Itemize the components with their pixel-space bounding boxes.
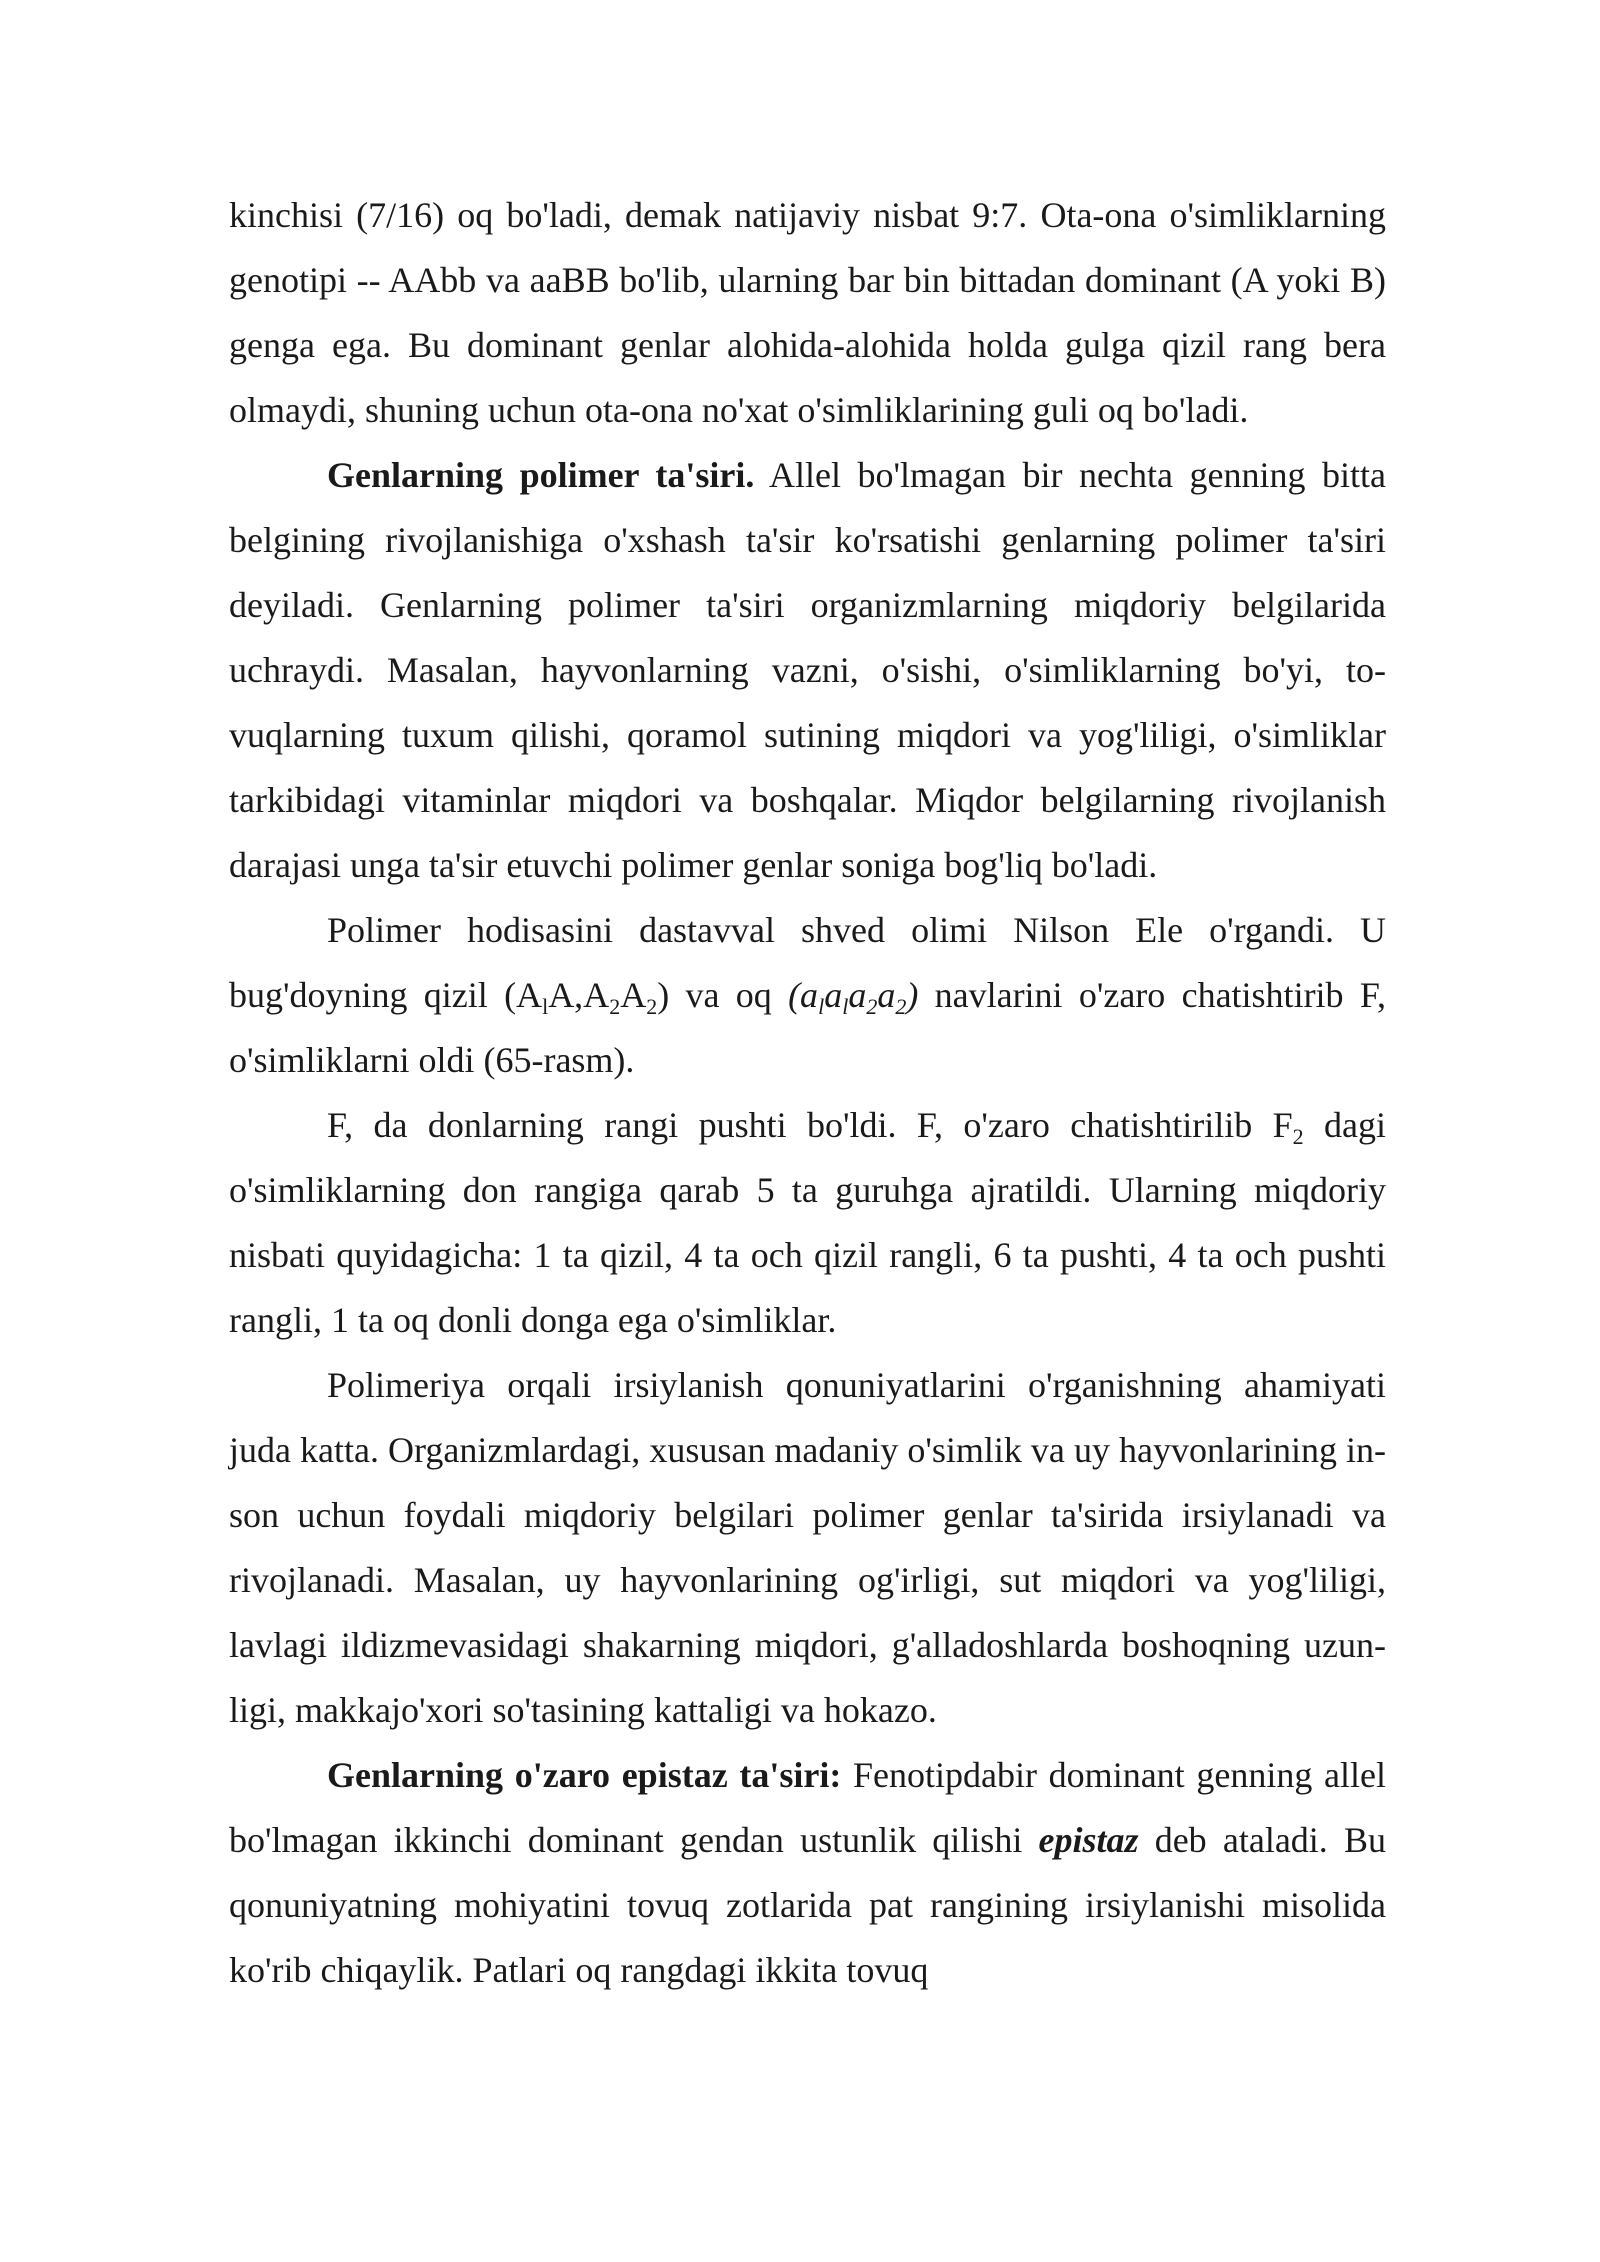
formula-segment: a — [848, 975, 867, 1015]
paragraph-epistaz — [229, 1743, 1386, 2003]
subscript: 2 — [609, 994, 621, 1019]
text-segment: A,A — [548, 975, 610, 1015]
subscript: l — [818, 994, 825, 1019]
text-segment: navlarini o'zaro chatishtirib F, o'simliklarni oldi (65-rasm). — [229, 975, 1386, 1080]
subscript: l — [842, 994, 849, 1019]
formula-segment: ) — [906, 975, 919, 1015]
paragraph-polimeriya — [229, 1353, 1386, 1743]
genotype-formula — [788, 975, 919, 1019]
formula-segment: (a — [788, 975, 819, 1015]
paragraph-polimeriya-text: Polimeriya orqali irsiylanish qonuniyatlarini o'rganishning ahamiyati juda katta. Organizmlardagi, xususan madaniy o'simlik va uy hayvonlarining in-son uchun foydali miqdoriy belgilari polimer genlar ta'sirida irsiylanadi va rivojlanadi. Masalan, uy hayvonlarining og'irligi, sut miqdori va yog'liligi, lavlagi ildizmevasidagi shakarning miqdori, g'alladoshlarda boshoqning uzun-ligi, makkajo'xori so'tasining kattaligi va hokazo. — [229, 1365, 1386, 1730]
subscript: 2 — [866, 994, 878, 1019]
paragraph-1 — [229, 183, 1386, 443]
text-segment: deb ataladi. Bu qonuniyatning mohiyatini tovuq zotlarida pat rangining irsiylanishi misolida ko'rib chiqaylik. Patlari oq rangdagi ikkita tovuq — [229, 1820, 1386, 1990]
document-page — [229, 183, 1386, 2003]
text-segment: Polimer hodisasini dastavval shved olimi Nilson Ele o'rgandi. U bug'doyning qizil (A — [229, 910, 1386, 1015]
text-segment: ) va oq — [657, 975, 789, 1015]
paragraph-polimer — [229, 443, 1386, 898]
text-segment: Fenotipdabir dominant genning allel bo'lmagan ikkinchi dominant gendan ustunlik qilishi — [229, 1755, 1386, 1860]
paragraph-f1-results — [229, 1093, 1386, 1353]
text-segment: A — [620, 975, 647, 1015]
formula-segment: a — [877, 975, 896, 1015]
section-heading-polimer: Genlarning polimer ta'siri. — [327, 455, 755, 495]
subscript: l — [542, 994, 549, 1019]
paragraph-nilson-ele — [229, 898, 1386, 1093]
paragraph-1-text: kinchisi (7/16) oq bo'ladi, demak natijaviy nisbat 9:7. Ota-ona o'simliklarning genotipi -- AAbb va aaBB bo'lib, ularning bar bin bittadan dominant (A yoki B) genga ega. Bu dominant genlar alohida-alohida holda gulga qizil rang bera olmaydi, shuning uchun ota-ona no'xat o'simliklarining guli oq bo'ladi. — [229, 195, 1386, 430]
section-heading-epistaz: Genlarning o'zaro epistaz ta'siri: — [327, 1755, 842, 1795]
formula-segment: a — [824, 975, 843, 1015]
paragraph-polimer-text: Allel bo'lmagan bir nechta genning bitta belgining rivojlanishiga o'xshash ta'sir ko'rsatishi genlarning polimer ta'siri deyiladi. Genlarning polimer ta'siri organizmlarning miqdoriy belgilarida uchraydi. Masalan, hayvonlarning vazni, o'sishi, o'simliklarning bo'yi, to-vuqlarning tuxum qilishi, qoramol sutining miqdori va yog'liligi, o'simliklar tarkibidagi vitaminlar miqdori va boshqalar. Miqdor belgilarning rivojlanish darajasi unga ta'sir etuvchi polimer genlar soniga bog'liq bo'ladi. — [229, 455, 1386, 885]
text-segment: F, da donlarning rangi pushti bo'ldi. F, o'zaro chatishtirilib F — [327, 1105, 1293, 1145]
subscript: 2 — [895, 994, 907, 1019]
term-epistaz: epistaz — [1038, 1820, 1139, 1860]
text-segment: dagi o'simliklarning don rangiga qarab 5 ta guruhga ajratildi. Ularning miqdoriy nisbati quyidagicha: 1 ta qizil, 4 ta och qizil rangli, 6 ta pushti, 4 ta och pushti rangli, 1 ta oq donli donga ega o'simliklar. — [229, 1105, 1386, 1340]
subscript: 2 — [646, 994, 658, 1019]
subscript: 2 — [1292, 1124, 1304, 1149]
